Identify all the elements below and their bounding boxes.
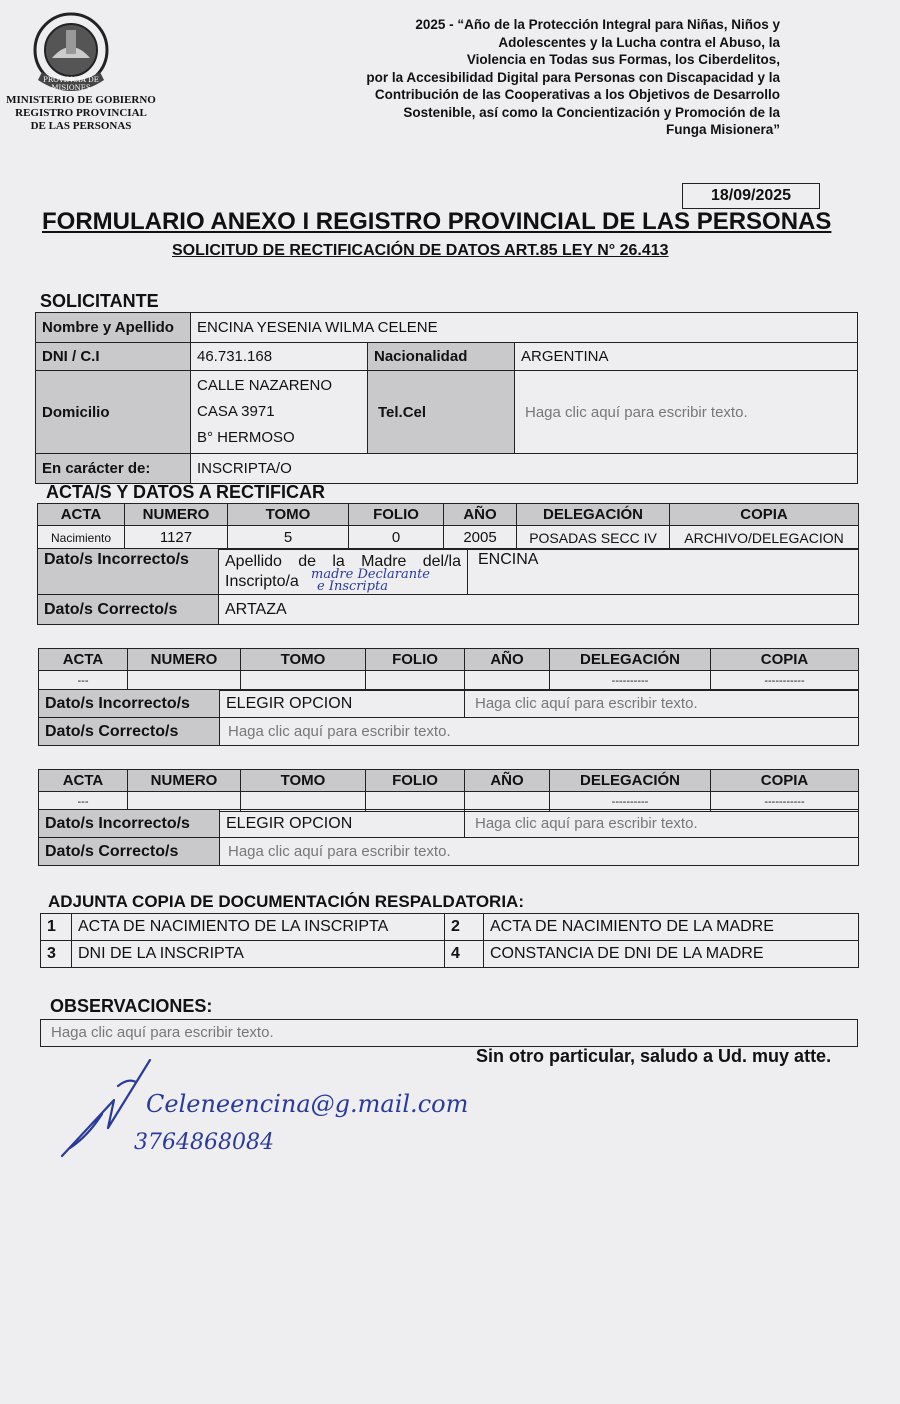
acta-cell[interactable]: --- <box>39 792 128 812</box>
col-acta: ACTA <box>39 770 128 792</box>
caracter-value[interactable]: INSCRIPTA/O <box>191 454 858 484</box>
anio-cell[interactable] <box>465 671 550 691</box>
adjunta-table <box>40 913 859 968</box>
incorrect-value[interactable]: Haga clic aquí para escribir texto. <box>465 690 859 718</box>
date-box: 18/09/2025 <box>682 183 820 209</box>
doc-text[interactable]: DNI DE LA INSCRIPTA <box>72 941 445 968</box>
doc-num: 2 <box>445 914 484 941</box>
ministry-block <box>6 94 156 133</box>
col-delegacion: DELEGACIÓN <box>517 504 670 526</box>
col-delegacion: DELEGACIÓN <box>550 770 711 792</box>
handwritten-note-line: e Inscripta <box>317 579 388 594</box>
numero-cell[interactable] <box>128 671 241 691</box>
domicilio-value[interactable] <box>191 371 368 454</box>
incorrect-field-select[interactable]: ELEGIR OPCION <box>220 690 465 718</box>
adjunta-heading: ADJUNTA COPIA DE DOCUMENTACIÓN RESPALDATORIA: <box>48 892 524 911</box>
province-crest <box>30 10 112 94</box>
col-copia: COPIA <box>711 649 859 671</box>
ministry-line: REGISTRO PROVINCIAL <box>15 107 147 119</box>
col-numero: NUMERO <box>125 504 228 526</box>
motto-line: Violencia en Todas sus Formas, los Ciberdelitos, <box>466 52 780 67</box>
acta-block-2 <box>38 648 859 691</box>
col-folio: FOLIO <box>366 649 465 671</box>
doc-num: 3 <box>41 941 72 968</box>
copia-cell[interactable]: ----------- <box>711 792 859 812</box>
correct-value[interactable]: Haga clic aquí para escribir texto. <box>220 838 859 866</box>
col-tomo: TOMO <box>228 504 349 526</box>
col-folio: FOLIO <box>366 770 465 792</box>
anio-cell[interactable]: 2005 <box>444 526 517 550</box>
domicilio-label: Domicilio <box>36 371 191 454</box>
motto-line: Adolescentes y la Lucha contra el Abuso, la <box>498 34 780 50</box>
delegacion-cell[interactable]: ---------- <box>550 792 711 812</box>
motto-line: Contribución de las Cooperativas a los Objetivos de Desarrollo <box>374 87 780 102</box>
acta-block-1 <box>37 503 859 550</box>
doc-num: 4 <box>445 941 484 968</box>
handwritten-phone: 3764868084 <box>134 1130 274 1155</box>
name-label: Nombre y Apellido <box>36 313 191 343</box>
incorrect-label: Dato/s Incorrecto/s <box>39 810 220 838</box>
solicitante-table <box>35 312 858 484</box>
closing-text: Sin otro particular, saludo a Ud. muy atte. <box>476 1046 832 1066</box>
acta-cell[interactable]: Nacimiento <box>38 526 125 550</box>
correct-label: Dato/s Correcto/s <box>39 718 220 746</box>
numero-cell[interactable]: 1127 <box>125 526 228 550</box>
motto-line: Sostenible, así como la Concientización y Promoción de la <box>403 104 780 120</box>
name-value[interactable]: ENCINA YESENIA WILMA CELENE <box>191 313 858 343</box>
nationality-label: Nacionalidad <box>368 343 515 371</box>
tomo-cell[interactable]: 5 <box>228 526 349 550</box>
col-acta: ACTA <box>39 649 128 671</box>
delegacion-cell[interactable]: POSADAS SECC IV <box>517 526 670 550</box>
col-delegacion: DELEGACIÓN <box>550 649 711 671</box>
incorrect-field[interactable] <box>219 549 468 595</box>
col-acta: ACTA <box>38 504 125 526</box>
incorrect-field-line: Inscripto/a <box>225 572 299 590</box>
motto-line: por la Accesibilidad Digital para Personas con Discapacidad y la <box>366 69 780 85</box>
col-tomo: TOMO <box>241 649 366 671</box>
ministry-line: MINISTERIO DE GOBIERNO <box>6 94 156 106</box>
domicilio-line: CALLE NAZARENO CASA 3971 <box>197 377 333 420</box>
dni-value[interactable]: 46.731.168 <box>191 343 368 371</box>
correct-label: Dato/s Correcto/s <box>38 595 219 625</box>
col-copia: COPIA <box>670 504 859 526</box>
col-anio: AÑO <box>444 504 517 526</box>
correct-value[interactable]: ARTAZA <box>219 595 859 625</box>
col-numero: NUMERO <box>128 649 241 671</box>
ministry-line: DE LAS PERSONAS <box>30 120 132 132</box>
tel-value[interactable]: Haga clic aquí para escribir texto. <box>515 371 858 454</box>
doc-text[interactable]: ACTA DE NACIMIENTO DE LA MADRE <box>484 914 859 941</box>
solicitante-heading: SOLICITANTE <box>40 291 159 311</box>
handwritten-note-line: madre Declarante <box>311 567 430 582</box>
col-anio: AÑO <box>465 649 550 671</box>
col-tomo: TOMO <box>241 770 366 792</box>
domicilio-line: B° HERMOSO <box>197 429 295 446</box>
doc-num: 1 <box>41 914 72 941</box>
copia-cell[interactable]: ----------- <box>711 671 859 691</box>
motto-block <box>300 16 780 139</box>
motto-line: 2025 - “Año de la Protección Integral para Niñas, Niños y <box>415 17 780 32</box>
nationality-value[interactable]: ARGENTINA <box>515 343 858 371</box>
doc-text[interactable]: ACTA DE NACIMIENTO DE LA INSCRIPTA <box>72 914 445 941</box>
folio-cell[interactable] <box>366 671 465 691</box>
observaciones-heading: OBSERVACIONES: <box>50 996 213 1016</box>
acta-block-2-data <box>38 689 859 746</box>
actas-heading: ACTA/S Y DATOS A RECTIFICAR <box>46 482 326 502</box>
page-subtitle: SOLICITUD DE RECTIFICACIÓN DE DATOS ART.85 LEY N° 26.413 <box>172 242 669 259</box>
incorrect-value[interactable]: Haga clic aquí para escribir texto. <box>465 810 859 838</box>
incorrect-label: Dato/s Incorrecto/s <box>38 549 219 595</box>
handwritten-note <box>311 569 430 593</box>
dni-label: DNI / C.I <box>36 343 191 371</box>
col-folio: FOLIO <box>349 504 444 526</box>
tel-label: Tel.Cel <box>368 371 515 454</box>
incorrect-field-line: Apellido de la Madre del/la <box>225 552 461 570</box>
acta-block-3-data <box>38 809 859 866</box>
acta-cell[interactable]: --- <box>39 671 128 691</box>
correct-value[interactable]: Haga clic aquí para escribir texto. <box>220 718 859 746</box>
incorrect-value[interactable]: ENCINA <box>468 549 859 595</box>
col-numero: NUMERO <box>128 770 241 792</box>
caracter-label: En carácter de: <box>36 454 191 484</box>
incorrect-field-select[interactable]: ELEGIR OPCION <box>220 810 465 838</box>
acta-block-1-data <box>37 548 859 625</box>
delegacion-cell[interactable]: ---------- <box>550 671 711 691</box>
folio-cell[interactable]: 0 <box>349 526 444 550</box>
correct-label: Dato/s Correcto/s <box>39 838 220 866</box>
tomo-cell[interactable] <box>241 671 366 691</box>
motto-line: Funga Misionera” <box>665 122 780 137</box>
incorrect-label: Dato/s Incorrecto/s <box>39 690 220 718</box>
col-copia: COPIA <box>711 770 859 792</box>
page-title: FORMULARIO ANEXO I REGISTRO PROVINCIAL DE LAS PERSONAS <box>42 208 832 235</box>
col-anio: AÑO <box>465 770 550 792</box>
handwritten-email: Celeneencina@g.mail.com <box>146 1090 469 1118</box>
copia-cell[interactable]: ARCHIVO/DELEGACION <box>670 526 859 550</box>
doc-text[interactable]: CONSTANCIA DE DNI DE LA MADRE <box>484 941 859 968</box>
acta-block-3 <box>38 769 859 812</box>
crest-text: PROVINCIA DE MISIONES <box>43 76 99 92</box>
observaciones-field[interactable]: Haga clic aquí para escribir texto. <box>40 1019 858 1047</box>
